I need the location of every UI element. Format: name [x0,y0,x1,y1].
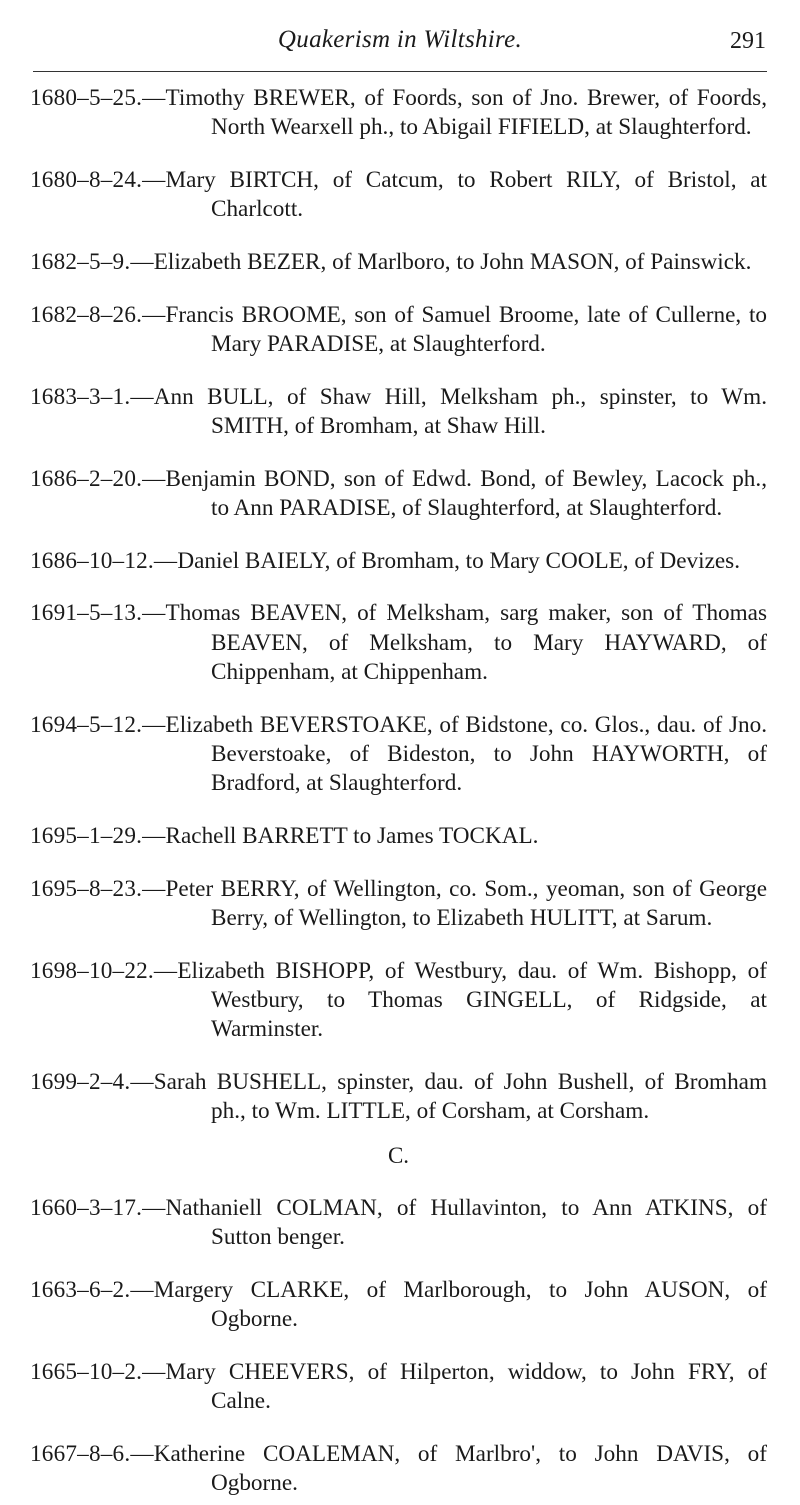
entry-date: 1686–2–20.— [30,465,166,492]
entry [30,1068,767,1127]
entry [30,957,767,1045]
entry [30,1276,767,1335]
entry-date: 1682–5–9.— [30,249,154,275]
entry-text: Ann BULL, of Shaw Hill, Melksham ph., spinster, to Wm. SMITH, of Bromham, at Shaw Hill. [153,383,767,439]
entry-text: Margery CLARKE, of Marlborough, to John AUSON, of Ogborne. [153,1277,767,1333]
entry-text: Benjamin BOND, son of Edwd. Bond, of Bewley, Lacock ph., to Ann PARADISE, of Slaughterford, at Slaughterford. [165,465,767,521]
entry-date: 1695–1–29.— [30,823,166,849]
entry-text: Elizabeth BEZER, of Marlboro, to John MASON, of Painswick. [153,249,752,275]
entry-date: 1686–10–12.— [30,547,178,574]
entry-date: 1683–3–1.— [30,383,154,410]
entry-text: Katherine COALEMAN, of Marlbro', to John DAVIS, of Ogborne. [153,1441,767,1497]
entry [30,248,767,277]
page-number: 291 [730,28,766,54]
entry-date: 1698–10–22.— [30,957,178,984]
entry-text: Elizabeth BEVERSTOAKE, of Bidstone, co. Glos., dau. of Jno. Beverstoake, of Bideston, to John HAYWORTH, of Bradford, at Slaughterford. [165,711,767,797]
entry-date: 1695–8–23.— [30,875,166,902]
entry-text: Mary BIRTCH, of Catcum, to Robert RILY, of Bristol, at Charlcott. [165,167,767,223]
entry [30,599,767,687]
entry-text: Timothy BREWER, of Foords, son of Jno. Brewer, of Foords, North Wearxell ph., to Abigail FIFIELD, at Slaughterford. [165,85,767,141]
entry-text: Elizabeth BISHOPP, of Westbury, dau. of Wm. Bishopp, of Westbury, to Thomas GINGELL, of Ridgside, at Warminster. [177,957,767,1043]
entry-date: 1682–8–26.— [30,301,166,328]
entry-date: 1680–8–24.— [30,167,166,193]
entry [30,383,767,442]
entry-date: 1694–5–12.— [30,711,166,738]
entry [30,875,767,934]
entry-text: Sarah BUSHELL, spinster, dau. of John Bushell, of Bromham ph., to Wm. LITTLE, of Corsham, at Corsham. [153,1069,767,1125]
entry [30,1194,767,1253]
running-title: Quakerism in Wiltshire. [277,26,523,53]
entry-date: 1691–5–13.— [30,600,166,627]
entry [30,711,767,799]
entry [30,465,767,524]
entry-text: Daniel BAIELY, of Bromham, to Mary COOLE, of Devizes. [177,547,740,574]
entry-date: 1667–8–6.— [30,1441,154,1467]
entry-date: 1663–6–2.— [30,1277,154,1303]
entry-date: 1660–3–17.— [30,1195,166,1221]
entry-text: Thomas BEAVEN, of Melksham, sarg maker, son of Thomas BEAVEN, of Melksham, to Mary HAYWARD, of Chippenham, at Chippenham. [165,600,767,685]
entry-text: Rachell BARRETT to James TOCKAL. [165,823,539,849]
marriage-entries [30,84,767,1505]
entry-date: 1699–2–4.— [30,1069,154,1095]
entry-date: 1665–10–2.— [30,1359,166,1385]
entry [30,1440,767,1499]
entry [30,301,767,360]
entry-text: Francis BROOME, son of Samuel Broome, late of Cullerne, to Mary PARADISE, at Slaughterford. [165,301,767,357]
page-header [30,18,770,58]
entry-text: Nathaniell COLMAN, of Hullavinton, to Ann ATKINS, of Sutton benger. [165,1195,767,1251]
entry-text: Mary CHEEVERS, of Hilperton, widdow, to John FRY, of Calne. [165,1359,767,1415]
entry [30,1358,767,1417]
header-rule [33,71,767,72]
entry [30,822,767,851]
entry [30,166,767,225]
section-heading-c: C. [387,1142,410,1168]
entry [30,84,767,143]
entry-date: 1680–5–25.— [30,85,166,111]
entry [30,547,767,576]
entry-text: Peter BERRY, of Wellington, co. Som., yeoman, son of George Berry, of Wellington, to Elizabeth HULITT, at Sarum. [165,875,767,931]
